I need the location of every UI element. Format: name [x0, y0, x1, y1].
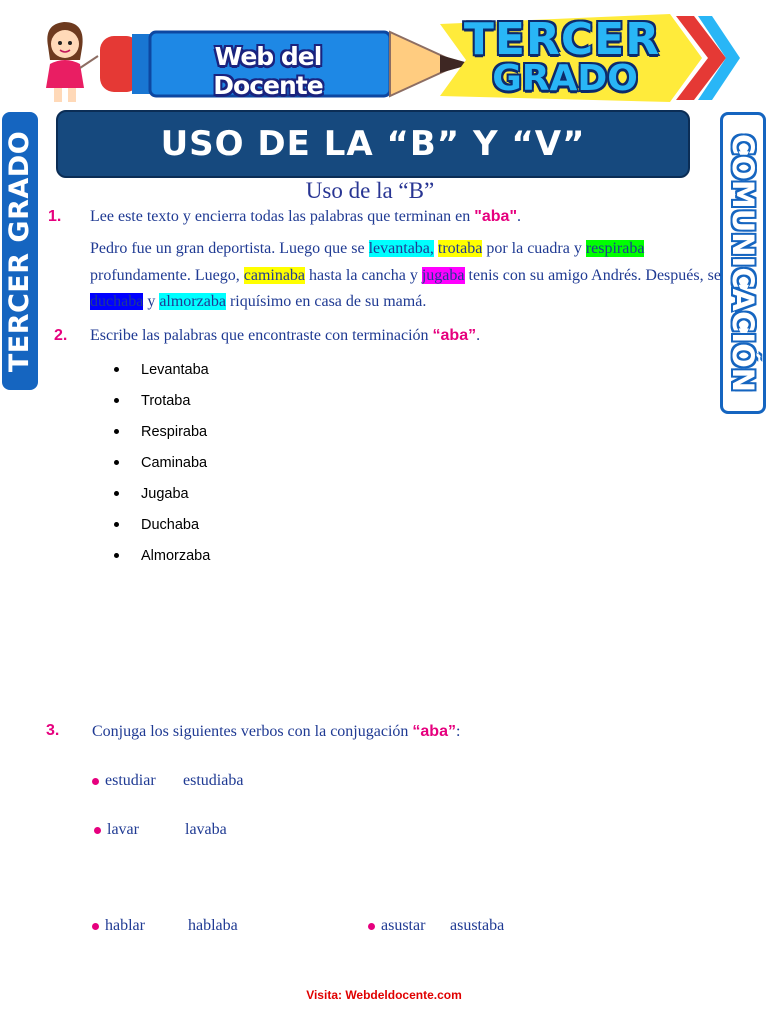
bullet-icon: [114, 398, 119, 403]
highlighted-word: jugaba: [421, 266, 465, 284]
list-item-text: Respiraba: [141, 423, 208, 440]
list-item: [110, 354, 210, 385]
conjugation-item: [368, 917, 425, 935]
bullet-icon: [114, 522, 119, 527]
list-item-text: Trotaba: [141, 392, 191, 409]
conjugation-answer: [450, 917, 504, 935]
bullet-icon: [114, 460, 119, 465]
title-bar: [56, 110, 690, 178]
answer: estudiaba: [183, 772, 244, 789]
answer: lavaba: [185, 821, 227, 838]
question-3-prompt: [92, 723, 460, 741]
list-item-text: Caminaba: [141, 454, 208, 471]
question-3-keyword: “aba”: [412, 723, 456, 740]
paragraph-text: riquísimo en casa de su mamá.: [225, 293, 427, 310]
bullet-icon: [92, 778, 99, 785]
question-3-prompt-end: :: [455, 723, 461, 740]
footer-link[interactable]: Visita: Webdeldocente.com: [306, 988, 462, 1002]
logo-text: Web del Docente: [213, 42, 323, 100]
list-item: [110, 385, 210, 416]
list-item-text: Levantaba: [141, 361, 209, 378]
bullet-icon: [368, 923, 375, 930]
list-item: [110, 416, 210, 447]
question-1-number: 1.: [48, 208, 62, 225]
teacher-illustration: [30, 16, 100, 104]
grade-word-tercer: TERCER: [463, 14, 661, 65]
question-2-prompt: [90, 327, 480, 345]
question-2-number: 2.: [54, 327, 68, 344]
list-item-text: Jugaba: [141, 485, 189, 502]
paragraph-text: por la cuadra y: [482, 240, 586, 257]
conjugation-answer: [185, 821, 227, 839]
verb: estudiar: [105, 772, 156, 789]
answer: hablaba: [188, 917, 238, 934]
question-3-prompt-text: Conjuga los siguientes verbos con la conjugación: [92, 723, 413, 740]
verb: lavar: [107, 821, 139, 838]
section-subtitle: Uso de la “B”: [305, 178, 435, 203]
paragraph-text: Pedro fue un gran deportista. Luego que se: [90, 240, 369, 257]
question-1-prompt: [90, 208, 521, 226]
highlighted-word: duchaba: [90, 293, 144, 310]
bullet-icon: [114, 553, 119, 558]
bullet-icon: [94, 827, 101, 834]
question-1-prompt-end: .: [517, 208, 522, 225]
question-2-prompt-end: .: [476, 327, 481, 344]
bullet-icon: [114, 429, 119, 434]
side-tab-grade: [2, 112, 38, 390]
paragraph-text: tenis con su amigo Andrés. Después, se: [464, 266, 721, 284]
bullet-icon: [92, 923, 99, 930]
conjugation-answer: [183, 772, 243, 790]
answer-list: [110, 354, 210, 571]
highlighted-word: trotaba: [437, 240, 483, 257]
conjugation-item: [92, 772, 156, 790]
list-item: [110, 478, 210, 509]
list-item: [110, 509, 210, 540]
side-tab-subject-label: COMUNICACIÓN: [726, 133, 761, 393]
question-1-prompt-text: Lee este texto y encierra todas las palabras que terminan en: [90, 208, 475, 225]
paragraph-text: y: [143, 293, 160, 310]
bullet-icon: [114, 367, 119, 372]
question-2-prompt-text: Escribe las palabras que encontraste con terminación: [90, 327, 433, 344]
list-item-text: Duchaba: [141, 516, 200, 533]
bullet-icon: [114, 491, 119, 496]
highlighted-word: almorzaba: [159, 293, 226, 310]
side-tab-grade-label: TERCER GRADO: [4, 130, 36, 372]
highlighted-word: respiraba: [585, 240, 645, 257]
highlighted-word: caminaba: [243, 266, 306, 284]
highlighted-word: levantaba,: [368, 240, 434, 257]
question-3-number: 3.: [46, 722, 60, 739]
reading-paragraph: [90, 236, 730, 316]
list-item-text: Almorzaba: [141, 547, 211, 564]
conjugation-item: [94, 821, 139, 839]
question-2-keyword: “aba”: [432, 327, 477, 344]
list-item: [110, 540, 210, 571]
question-1-keyword: "aba": [474, 208, 518, 225]
verb: asustar: [381, 917, 426, 934]
paragraph-text: profundamente. Luego,: [90, 266, 244, 284]
paragraph-text: hasta la cancha y: [305, 266, 422, 284]
list-item: [110, 447, 210, 478]
page-title: USO DE LA “B” Y “V”: [160, 124, 586, 164]
conjugation-item: [92, 917, 145, 935]
grade-word-grado: GRADO: [492, 58, 638, 99]
conjugation-answer: [188, 917, 238, 935]
verb: hablar: [105, 917, 145, 934]
answer: asustaba: [450, 917, 505, 934]
